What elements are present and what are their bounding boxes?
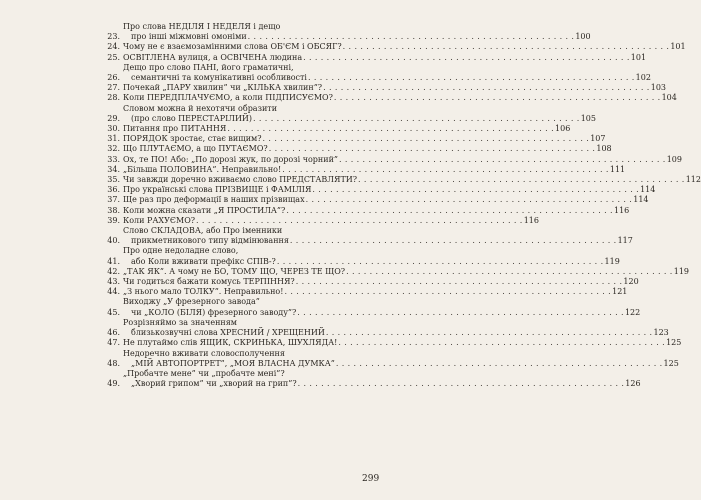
toc-entry-number: 38. [107, 205, 120, 215]
dot-leader: . . . . . . . . . . . . . . . . . . . . . . . . . . . . . . . . . . . . . . . . . . . . . . . . . . . . . . . . [284, 287, 612, 297]
toc-entry-page: 122 [624, 307, 641, 317]
toc-entry-page: 119 [604, 256, 620, 266]
toc-entry-title: (про слово ПЕРЕСТАРІЛИЙ) [131, 113, 253, 123]
toc-entry-title: ПОРЯДОК зростає, стає вищим? [123, 134, 262, 144]
toc-entry [106, 164, 626, 175]
toc-entry-page: 116 [613, 205, 630, 215]
dot-leader: . . . . . . . . . . . . . . . . . . . . . . . . . . . . . . . . . . . . . . . . . . . . . . . . . . . . . . . . [253, 113, 580, 123]
toc-entry [106, 83, 667, 93]
dot-leader: . . . . . . . . . . . . . . . . . . . . . . . . . . . . . . . . . . . . . . . . . . . . . . . . . . . . . . . . [286, 205, 613, 215]
toc-entry-number: 28. [107, 93, 120, 103]
toc-entry-title: ОСВІТЛЕНА вулиця, а ОСВІЧЕНА людина [123, 52, 303, 62]
toc-entry-number: 46. [107, 328, 120, 338]
toc-entry [106, 215, 539, 226]
toc-entry-page: 116 [523, 215, 539, 225]
toc-entry [106, 144, 612, 154]
toc-entry [106, 42, 686, 52]
toc-entry [106, 205, 630, 216]
toc-entry-title: „ТАК ЯК”. А чому не БО, ТОМУ ЩО, ЧЕРЕЗ ТЕ ЩО? [123, 266, 346, 276]
dot-leader: . . . . . . . . . . . . . . . . . . . . . . . . . . . . . . . . . . . . . . . . . . . . . . . . . . . . . . . . [312, 185, 640, 195]
toc-entry-title: Коли РАХУЄМО? [123, 215, 196, 225]
toc-entry-number: 34. [107, 164, 120, 174]
dot-leader: . . . . . . . . . . . . . . . . . . . . . . . . . . . . . . . . . . . . . . . . . . . . . . . . . . . . . . . . [268, 144, 596, 154]
toc-entry-title: „З нього мало ТОЛКУ”. Неправильно! [123, 287, 284, 297]
toc-entry [106, 22, 591, 42]
toc-entry [106, 52, 647, 63]
toc-entry-title: семантичні та комунікативні особливості [131, 73, 307, 83]
toc-entry-title: чи „КОЛО (БІЛЯ) фрезерного заводу”? [131, 307, 297, 317]
toc-entry [106, 368, 641, 389]
dot-leader: . . . . . . . . . . . . . . . . . . . . . . . . . . . . . . . . . . . . . . . . . . . . . . . . . . . . . . . . [247, 32, 575, 42]
dot-leader: . . . . . . . . . . . . . . . . . . . . . . . . . . . . . . . . . . . . . . . . . . . . . . . . . . . . . . . . [339, 154, 666, 164]
toc-entry-title: Розрізняймо за значенням [123, 317, 237, 327]
toc-entry-title: Дещо про слово ПАНІ, його граматичні, [123, 62, 294, 72]
toc-entry-page: 105 [580, 113, 596, 123]
toc-entry-number: 25. [107, 52, 120, 62]
toc-entry-page: 126 [625, 379, 641, 389]
toc-entry-title: Словом можна й нехотячи образити [123, 103, 278, 113]
dot-leader: . . . . . . . . . . . . . . . . . . . . . . . . . . . . . . . . . . . . . . . . . . . . . . . . . . . . . . . . [346, 266, 673, 276]
toc-entry-number: 36. [107, 185, 120, 195]
toc-entry-number: 24. [107, 42, 120, 52]
dot-leader: . . . . . . . . . . . . . . . . . . . . . . . . . . . . . . . . . . . . . . . . . . . . . . . . . . . . . . . . [305, 195, 633, 205]
toc-entry [106, 297, 641, 317]
dot-leader: . . . . . . . . . . . . . . . . . . . . . . . . . . . . . . . . . . . . . . . . . . . . . . . . . . . . . . . . [338, 338, 666, 348]
toc-entry-title: Недоречно вживати словосполучення [123, 348, 285, 358]
dot-leader: . . . . . . . . . . . . . . . . . . . . . . . . . . . . . . . . . . . . . . . . . . . . . . . . . . . . . . . . [303, 52, 630, 62]
toc-entry-title: Ох, те ПО! Або: „По дорозі жук, по дорозі чорний” [123, 154, 339, 164]
toc-entry-title: Коли ПЕРЕДПЛАЧУЄМО, а коли ПІДПИСУЄМО? [123, 93, 333, 103]
dot-leader: . . . . . . . . . . . . . . . . . . . . . . . . . . . . . . . . . . . . . . . . . . . . . . . . . . . . . . . . [325, 328, 653, 338]
toc-entry-number: 45. [107, 307, 120, 317]
toc-entry-title: або Коли вживати префікс СПІВ-? [131, 256, 276, 266]
toc-entry-page: 119 [673, 266, 690, 276]
toc-entry [106, 175, 701, 185]
toc-entry-number: 35. [107, 175, 120, 185]
dot-leader: . . . . . . . . . . . . . . . . . . . . . . . . . . . . . . . . . . . . . . . . . . . . . . . . . . . . . . . . [282, 164, 609, 174]
toc-entry-number: 32. [107, 144, 120, 154]
toc-entry-number: 27. [107, 83, 120, 93]
dot-leader: . . . . . . . . . . . . . . . . . . . . . . . . . . . . . . . . . . . . . . . . . . . . . . . . . . . . . . . . [358, 175, 685, 185]
dot-leader: . . . . . . . . . . . . . . . . . . . . . . . . . . . . . . . . . . . . . . . . . . . . . . . . . . . . . . . . [333, 93, 661, 103]
toc-entry-number: 30. [107, 124, 120, 134]
toc-entry-page: 121 [612, 287, 628, 297]
dot-leader: . . . . . . . . . . . . . . . . . . . . . . . . . . . . . . . . . . . . . . . . . . . . . . . . . . . . . . . . [335, 358, 663, 368]
toc-entry-title: прикметникового типу відмінювання [131, 236, 289, 246]
toc-entry-title: Про українські слова ПРІЗВИЩЕ і ФАМІЛІЯ [123, 185, 312, 195]
toc-entry-page: 104 [661, 93, 677, 103]
toc-entry-number: 31. [107, 134, 120, 144]
toc-entry-number: 26. [107, 73, 120, 83]
table-of-contents [106, 22, 701, 389]
dot-leader: . . . . . . . . . . . . . . . . . . . . . . . . . . . . . . . . . . . . . . . . . . . . . . . . . . . . . . . . [297, 307, 624, 317]
toc-entry-number: 44. [107, 287, 120, 297]
toc-entry-page: 125 [663, 358, 679, 368]
toc-entry-title: „Хворий грипом” чи „хворий на грип”? [131, 379, 297, 389]
toc-entry-title: Коли можна сказати „Я ПРОСТИЛА”? [123, 205, 286, 215]
toc-entry [106, 154, 682, 165]
toc-entry [106, 277, 639, 287]
toc-entry-number: 37. [107, 195, 120, 205]
toc-entry-title: „Пробачте мене” чи „пробачте мені”? [123, 368, 285, 378]
toc-entry-title: Про слова НЕДІЛЯ І НЕДЕЛЯ і дещо [123, 22, 281, 31]
dot-leader: . . . . . . . . . . . . . . . . . . . . . . . . . . . . . . . . . . . . . . . . . . . . . . . . . . . . . . . . [262, 134, 590, 144]
toc-entry-page: 120 [623, 277, 639, 287]
toc-entry-number: 29. [107, 113, 120, 123]
toc-entry-page: 101 [670, 42, 686, 52]
toc-entry-number: 40. [107, 236, 120, 246]
toc-entry [106, 226, 633, 246]
toc-entry-number: 41. [107, 256, 120, 266]
toc-entry-number: 33. [107, 154, 120, 164]
toc-entry [106, 93, 677, 103]
toc-entry-title: близькозвучні слова ХРЕСНИЙ / ХРЕЩЕНИЙ [131, 328, 325, 338]
toc-entry-number: 48. [107, 358, 120, 368]
page-number: 299 [362, 474, 380, 484]
toc-entry-title: Слово СКЛАДОВА, або Про іменники [123, 226, 283, 236]
toc-entry-number: 42. [107, 266, 120, 276]
toc-entry-title: „Більша ПОЛОВИНА”. Неправильно! [123, 164, 282, 174]
toc-entry-page: 108 [596, 144, 612, 154]
toc-entry-page: 117 [617, 236, 633, 246]
toc-entry-page: 123 [653, 328, 669, 338]
dot-leader: . . . . . . . . . . . . . . . . . . . . . . . . . . . . . . . . . . . . . . . . . . . . . . . . . . . . . . . . [308, 73, 635, 83]
toc-entry [106, 317, 669, 338]
toc-entry-title: Про одне недоладне слово, [123, 246, 239, 256]
toc-entry [106, 338, 682, 348]
toc-entry-title: Чому не є взаємозамінними слова ОБ'ЄМ і ОБСЯГ? [123, 42, 342, 52]
toc-entry-page: 125 [666, 338, 682, 348]
dot-leader: . . . . . . . . . . . . . . . . . . . . . . . . . . . . . . . . . . . . . . . . . . . . . . . . . . . . . . . . [297, 379, 625, 389]
toc-entry-page: 112 [685, 175, 701, 185]
toc-entry-page: 109 [666, 154, 682, 164]
toc-entry [106, 195, 649, 205]
toc-entry-page: 114 [640, 185, 656, 195]
toc-entry-page: 107 [590, 134, 606, 144]
toc-entry-page: 111 [609, 164, 626, 174]
toc-entry [106, 103, 596, 124]
toc-entry [106, 246, 620, 266]
toc-entry-title: про інші міжмовні омоніми [131, 32, 247, 42]
toc-entry [106, 124, 571, 134]
toc-entry [106, 185, 656, 195]
dot-leader: . . . . . . . . . . . . . . . . . . . . . . . . . . . . . . . . . . . . . . . . . . . . . . . . . . . . . . . . [196, 215, 523, 225]
toc-entry [106, 348, 679, 369]
toc-entry-page: 100 [575, 32, 591, 42]
toc-entry-title: „МІЙ АВТОПОРТРЕТ”, „МОЯ ВЛАСНА ДУМКА” [131, 358, 335, 368]
dot-leader: . . . . . . . . . . . . . . . . . . . . . . . . . . . . . . . . . . . . . . . . . . . . . . . . . . . . . . . . [289, 236, 617, 246]
toc-entry-title: Ще раз про деформації в наших прізвищах [123, 195, 305, 205]
dot-leader: . . . . . . . . . . . . . . . . . . . . . . . . . . . . . . . . . . . . . . . . . . . . . . . . . . . . . . . . [295, 277, 623, 287]
toc-entry-page: 102 [635, 73, 651, 83]
toc-entry [106, 287, 628, 297]
toc-entry-title: Виходжу „У фрезерного завода” [123, 297, 260, 307]
toc-entry-page: 114 [633, 195, 649, 205]
toc-entry-number: 39. [107, 215, 120, 225]
toc-entry-page: 101 [630, 52, 647, 62]
toc-entry-title: Питання про ПИТАННЯ [123, 124, 227, 134]
toc-entry-title: Не плутаймо слів ЯЩИК, СКРИНЬКА, ШУХЛЯДА! [123, 338, 338, 348]
toc-entry-title: Що ПЛУТАЄМО, а що ПУТАЄМО? [123, 144, 268, 154]
toc-entry-title: Почекай „ПАРУ хвилин” чи „КІЛЬКА хвилин”? [123, 83, 323, 93]
dot-leader: . . . . . . . . . . . . . . . . . . . . . . . . . . . . . . . . . . . . . . . . . . . . . . . . . . . . . . . . [227, 124, 555, 134]
toc-entry-number: 47. [107, 338, 120, 348]
toc-entry-page: 106 [555, 124, 571, 134]
toc-entry-title: Чи годиться бажати комусь ТЕРПІННЯ? [123, 277, 295, 287]
toc-entry-number: 23. [107, 32, 120, 42]
toc-entry-number: 43. [107, 277, 120, 287]
toc-entry [106, 266, 690, 277]
dot-leader: . . . . . . . . . . . . . . . . . . . . . . . . . . . . . . . . . . . . . . . . . . . . . . . . . . . . . . . . [323, 83, 650, 93]
dot-leader: . . . . . . . . . . . . . . . . . . . . . . . . . . . . . . . . . . . . . . . . . . . . . . . . . . . . . . . . [276, 256, 604, 266]
toc-entry [106, 62, 651, 83]
dot-leader: . . . . . . . . . . . . . . . . . . . . . . . . . . . . . . . . . . . . . . . . . . . . . . . . . . . . . . . . [342, 42, 670, 52]
toc-entry-page: 103 [650, 83, 667, 93]
toc-entry-title: Чи завжди доречно вживаємо слово ПРЕДСТАВЛЯТИ? [123, 175, 358, 185]
toc-entry-number: 49. [107, 379, 120, 389]
toc-entry [106, 134, 606, 144]
